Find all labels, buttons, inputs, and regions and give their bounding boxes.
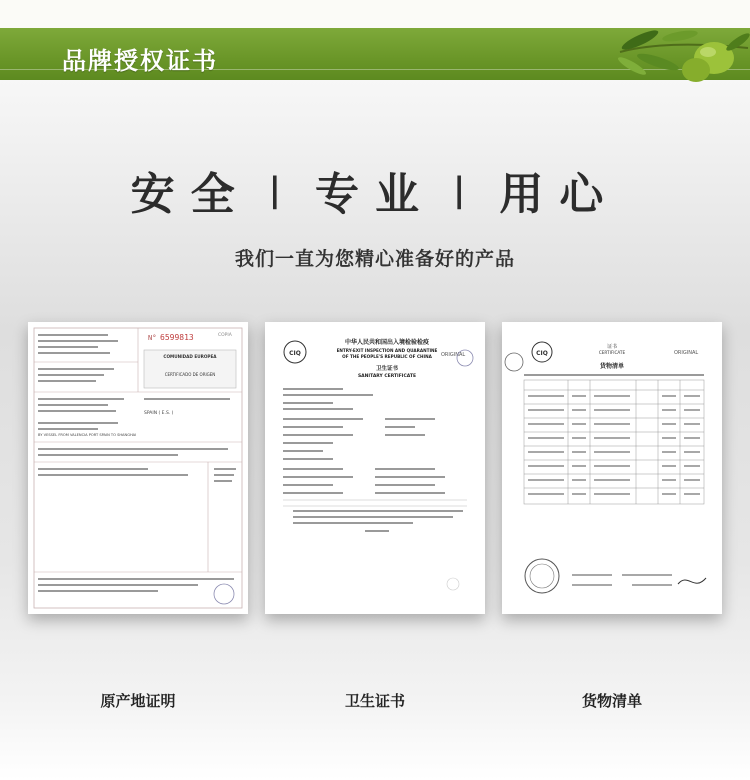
sanitary-stamp: ORIGINAL bbox=[441, 352, 466, 358]
cargo-doc-drawing bbox=[502, 322, 722, 614]
banner-title: 品牌授权证书 bbox=[62, 47, 218, 75]
slogan bbox=[0, 160, 750, 220]
sanitary-cert-en: SANITARY CERTIFICATE bbox=[357, 374, 417, 379]
sanitary-title-cn: 中华人民共和国出入境检验检疫 bbox=[344, 339, 430, 346]
slogan-separator: | bbox=[268, 170, 281, 210]
caption-certificate-of-origin: 原产地证明 bbox=[100, 692, 176, 710]
sanitary-cert-cn: 卫生证书 bbox=[375, 366, 399, 372]
slogan-word-professional: 专业 bbox=[315, 169, 435, 220]
origin-country: SPAIN ( E.S. ) bbox=[144, 411, 174, 416]
svg-text:N°: N° bbox=[148, 334, 157, 342]
certificate-of-origin-image bbox=[28, 322, 248, 614]
origin-copy-label: COPIA bbox=[218, 333, 232, 338]
slogan-word-care: 用心 bbox=[499, 169, 620, 220]
cargo-ciq-logo: CIQ bbox=[536, 350, 548, 357]
sanitary-title-en-1: ENTRY-EXIT INSPECTION AND QUARANTINE bbox=[336, 348, 438, 353]
slogan-separator: | bbox=[453, 170, 466, 210]
cargo-cert-label: 证书 bbox=[606, 344, 618, 350]
slogan-word-safety: 安全 bbox=[130, 169, 251, 220]
sanitary-doc-drawing bbox=[265, 322, 485, 614]
cargo-list-image bbox=[502, 322, 722, 614]
sanitary-ciq-logo: CIQ bbox=[289, 350, 301, 357]
cargo-cert-en: CERTIFICATE bbox=[598, 350, 626, 355]
caption-cargo-list: 货物清单 bbox=[581, 692, 642, 710]
origin-header: COMUNIDAD EUROPEA bbox=[163, 354, 217, 359]
origin-serial: 6599813 bbox=[160, 333, 194, 342]
sanitary-title-en-2: OF THE PEOPLE'S REPUBLIC OF CHINA bbox=[342, 354, 432, 359]
cargo-list-title: 货物清单 bbox=[599, 363, 625, 370]
origin-doc-drawing bbox=[28, 322, 248, 614]
olive-branch-icon bbox=[610, 22, 750, 86]
caption-sanitary-certificate: 卫生证书 bbox=[344, 692, 405, 710]
cargo-stamp: ORIGINAL bbox=[674, 350, 699, 356]
origin-transport: BY VESSEL FROM VALENCIA PORT SPAIN TO SHANGHAI bbox=[38, 433, 137, 437]
tagline: 我们一直为您精心准备好的产品 bbox=[234, 248, 515, 270]
origin-subheader: CERTIFICADO DE ORIGEN bbox=[164, 372, 216, 377]
sanitary-certificate-image bbox=[265, 322, 485, 614]
